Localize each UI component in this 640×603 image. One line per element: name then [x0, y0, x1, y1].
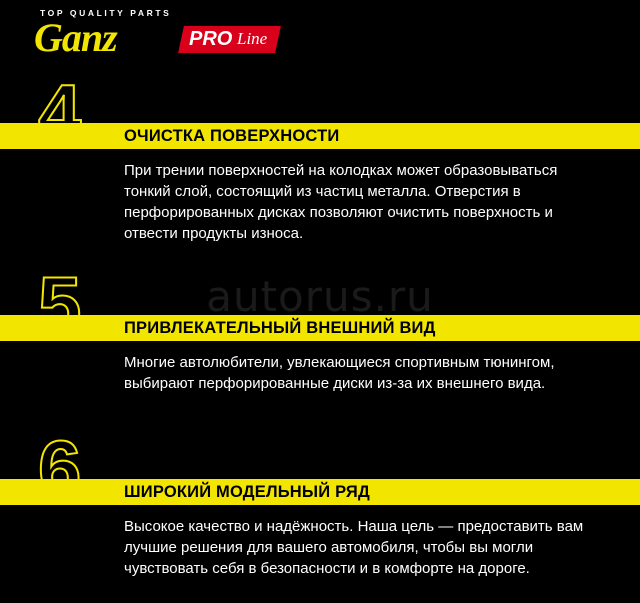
section-4-heading: ОЧИСТКА ПОВЕРХНОСТИ [124, 127, 340, 145]
section-5-number: 5 [38, 260, 82, 348]
logo-brand-name: Ganz [34, 15, 117, 60]
watermark-text: autorus.ru [206, 272, 434, 321]
brand-logo [34, 4, 278, 60]
section-6-heading: ШИРОКИЙ МОДЕЛЬНЫЙ РЯД [124, 483, 370, 501]
logo-tagline: TOP QUALITY PARTS [40, 8, 172, 18]
section-6-number: 6 [38, 424, 82, 512]
logo-proline-badge [179, 26, 281, 53]
section-5-body: Многие автолюбители, увлекающиеся спортивным тюнингом, выбирают перфорированные диски из-за их внешнего вида. [124, 354, 555, 392]
section-4-number: 4 [38, 68, 82, 156]
section-5-heading: ПРИВЛЕКАТЕЛЬНЫЙ ВНЕШНИЙ ВИД [124, 319, 436, 337]
logo-badge-sub: Line [237, 29, 268, 48]
logo-badge-main: PRO [189, 28, 233, 50]
section-4-body: При трении поверхностей на колодках может образовываться тонкий слой, состоящий из частиц металла. Отверстия в перфорированных дисках позволяют очистить поверхность и отвести продукты износа. [124, 162, 558, 242]
section-6-body: Высокое качество и надёжность. Наша цель — предоставить вам лучшие решения для вашего автомобиля, чтобы вы могли чувствовать себя в безопасности и в комфорте на дороге. [124, 518, 584, 577]
logo-left-group [34, 4, 172, 60]
